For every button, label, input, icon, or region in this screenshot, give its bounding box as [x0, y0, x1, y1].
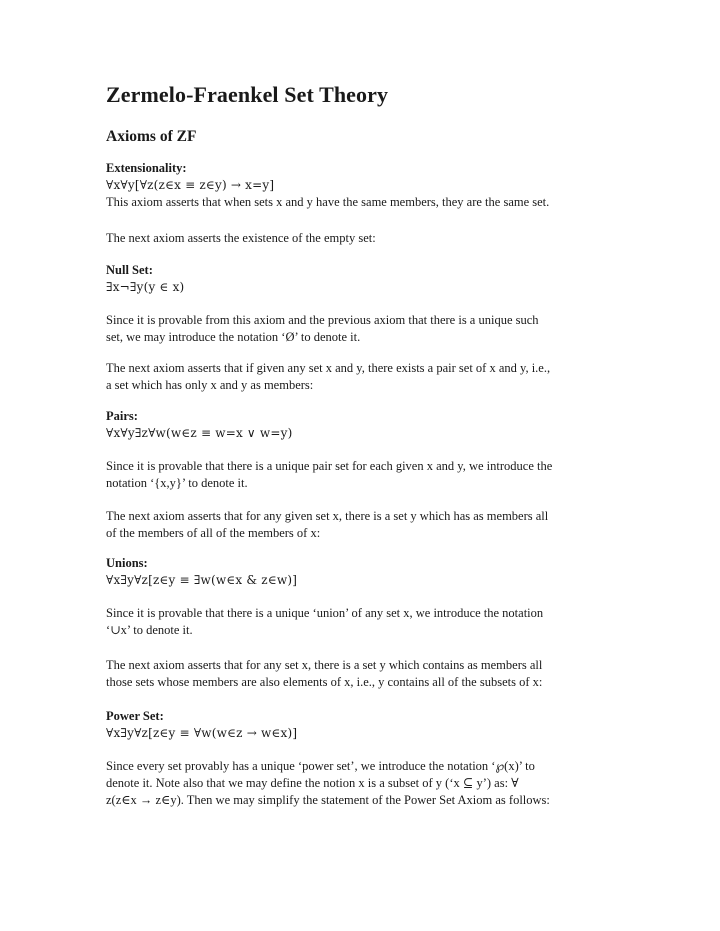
paragraph-line: The next axiom asserts that for any given set x, there is a set y which has as members all — [106, 509, 549, 523]
axiom-formula: ∀x∃y∀z[z∈y ≡ ∃w(w∈x & z∈w)] — [106, 573, 298, 587]
paragraph-line: The next axiom asserts that if given any set x and y, there exists a pair set of x and y, i.e., — [106, 361, 551, 375]
paragraph-line: Since it is provable that there is a unique pair set for each given x and y, we introduce the — [106, 459, 553, 473]
paragraph — [106, 458, 626, 492]
null-set-section — [106, 262, 626, 296]
document-title: Zermelo-Fraenkel Set Theory — [106, 82, 389, 107]
paragraph-line: set, we may introduce the notation ‘Ø’ to denote it. — [106, 330, 361, 344]
paragraph — [106, 508, 626, 542]
paragraph — [106, 657, 626, 691]
paragraph-line: Since it is provable from this axiom and the previous axiom that there is a unique such — [106, 313, 539, 327]
axiom-heading: Unions: — [106, 556, 148, 570]
section-heading: Axioms of ZF — [106, 128, 197, 145]
paragraph — [106, 312, 626, 346]
paragraph-line: those sets whose members are also elements of x, i.e., y contains all of the subsets of x: — [106, 675, 543, 689]
axiom-formula: ∀x∃y∀z[z∈y ≡ ∀w(w∈z → w∈x)] — [106, 726, 298, 740]
paragraph-line: z(z∈x → z∈y). Then we may simplify the statement of the Power Set Axiom as follows: — [106, 793, 550, 807]
paragraph-line: of the members of all of the members of x: — [106, 526, 321, 540]
axiom-formula: ∀x∀y[∀z(z∈x ≡ z∈y) → x=y] — [106, 178, 275, 192]
paragraph-line: The next axiom asserts that for any set x, there is a set y which contains as members all — [106, 658, 543, 672]
axiom-formula: ∃x¬∃y(y ∈ x) — [106, 280, 185, 294]
paragraph-line: ‘∪x’ to denote it. — [106, 623, 193, 637]
paragraph-line: Since it is provable that there is a unique ‘union’ of any set x, we introduce the notation — [106, 606, 544, 620]
axiom-heading: Extensionality: — [106, 161, 187, 175]
paragraph — [106, 360, 626, 394]
paragraph — [106, 605, 626, 639]
unions-section — [106, 555, 626, 589]
paragraph-line: Since every set provably has a unique ‘power set’, we introduce the notation ‘℘(x)’ to — [106, 759, 535, 773]
paragraph-line: a set which has only x and y as members: — [106, 378, 314, 392]
axiom-heading: Pairs: — [106, 409, 138, 423]
power-set-section — [106, 708, 626, 742]
pairs-section — [106, 408, 626, 442]
axiom-heading: Null Set: — [106, 263, 153, 277]
axiom-formula: ∀x∀y∃z∀w(w∈z ≡ w=x ∨ w=y) — [106, 426, 293, 440]
paragraph: The next axiom asserts the existence of the empty set: — [106, 231, 376, 245]
extensionality-section — [106, 160, 626, 211]
paragraph-line: denote it. Note also that we may define the notion x is a subset of y (‘x ⊆ y’) as: ∀ — [106, 776, 519, 790]
axiom-description: This axiom asserts that when sets x and y have the same members, they are the same set. — [106, 195, 550, 209]
paragraph-line: notation ‘{x,y}’ to denote it. — [106, 476, 248, 490]
paragraph — [106, 758, 626, 809]
axiom-heading: Power Set: — [106, 709, 164, 723]
